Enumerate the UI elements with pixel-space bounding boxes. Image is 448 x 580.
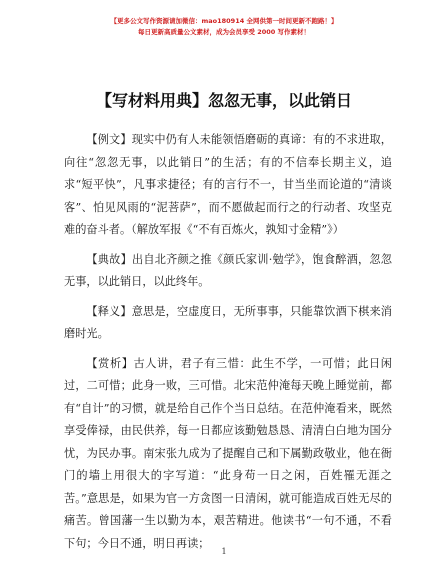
paragraph-tag: 【释义】 — [86, 304, 132, 318]
paragraph-text: 意思是，空虚度日，无所事事，只能靠饮酒下棋来消磨时光。 — [64, 304, 392, 340]
paragraph-tag: 【典故】 — [86, 252, 132, 266]
document-body — [64, 129, 392, 555]
paragraph-tag: 【赏析】 — [86, 356, 134, 370]
paragraph-text: 出自北齐颜之推《颜氏家训·勉学》，饱食醉酒，忽忽无事，以此销日，以此终年。 — [64, 252, 392, 288]
paragraph-source — [64, 249, 392, 294]
document-title: 【写材料用典】忽忽无事，以此销日 — [95, 91, 352, 110]
paragraph-meaning — [64, 301, 392, 346]
paragraph-tag: 【例文】 — [86, 133, 132, 146]
paragraph-text: 现实中仍有人未能领悟磨砺的真谛：有的不求进取，向往“忽忽无事，以此销日”的生活；有的不信奉长期主义，追求“短平快”，凡事求捷径；有的言行不一，甘当坐而论道的“清谈客”、怕见风雨的“泥菩萨”，而不愿做起而行之的行动者、攻坚克难的奋斗者。（解放军报《“不有百炼火，孰知寸金精”》） — [64, 133, 392, 236]
page-number: 1 — [221, 547, 227, 556]
paragraph-text: 古人讲，君子有三惜：此生不学，一可惜；此日闲过，二可惜；此身一败，三可惜。北宋范仲淹每天晚上睡觉前，都有“自计”的习惯，就是给自己作个当日总结。在范仲淹看来，既然享受俸禄，由民供养，每一日都应该勤勉恳恳、清清白白地为国分忧，为民办事。南宋张九成为了提醒自己和下属勤政敬业，他在衙门的墙上用很大的字写道：“此身苟一日之闲，百姓罹无涯之苦。”意思是，如果为官一方贪图一日清闲，就可能造成百姓无尽的痛苦。曾国藩一生以勤为本，艰苦精进。他读书“一句不通，不看下句；今日不通，明日再读； — [64, 356, 392, 550]
promo-banner-line-2: 每日更新高质量公文素材，成为会员享受 2000 写作素材！ — [137, 28, 311, 36]
promo-banner-line-1: 【更多公文写作资源请加微信：mao180914 全网供第一时间更新不跑路！】 — [110, 17, 338, 25]
paragraph-analysis — [64, 353, 392, 556]
paragraph-example — [64, 129, 392, 242]
